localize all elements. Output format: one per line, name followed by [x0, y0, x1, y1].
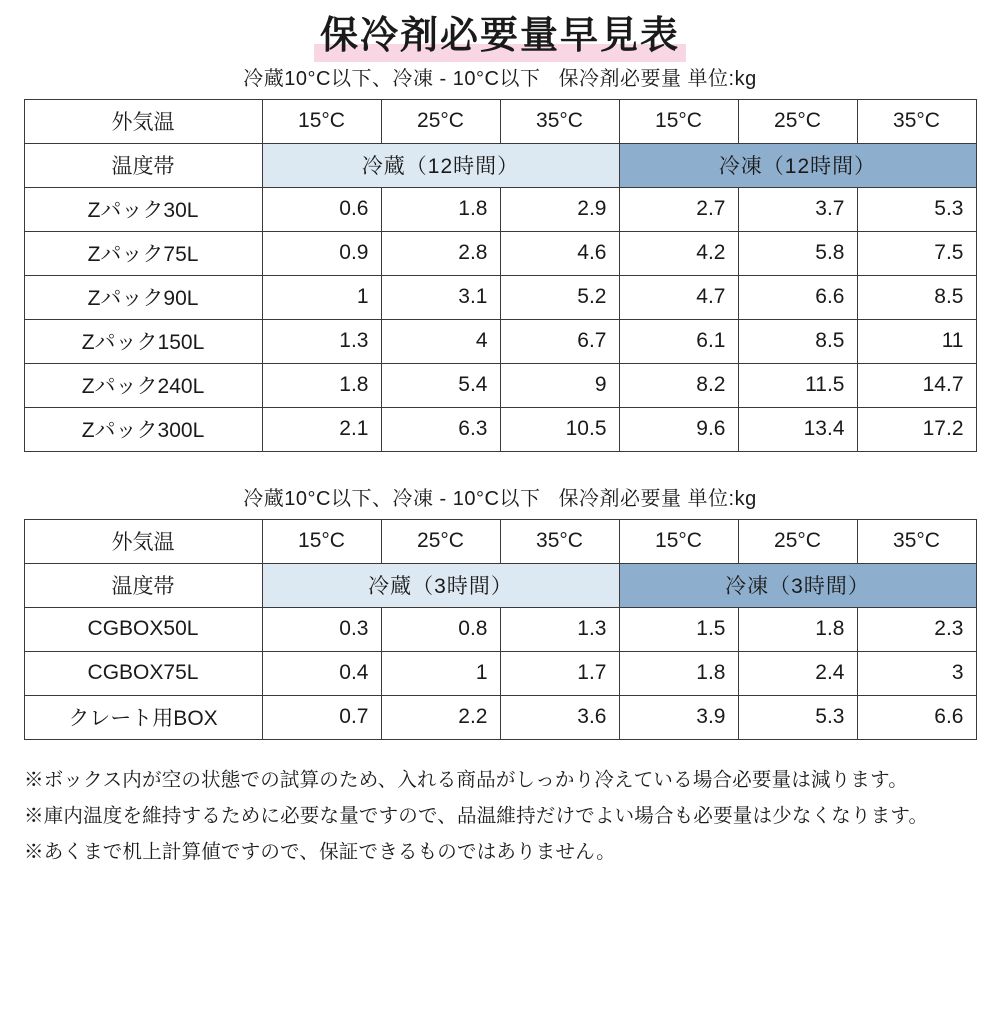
row-value: 0.6 — [262, 187, 381, 231]
footnote: ※あくまで机上計算値ですので、保証できるものではありません。 — [24, 841, 616, 864]
header-temp: 35°C — [857, 519, 976, 563]
table-row — [24, 319, 976, 363]
header-temp: 15°C — [619, 519, 738, 563]
table-band-row — [24, 563, 976, 607]
header-label: 外気温 — [24, 519, 262, 563]
table-band-row — [24, 143, 976, 187]
page-title: 保冷剤必要量早見表 — [314, 14, 686, 62]
table-row — [24, 607, 976, 651]
header-temp: 35°C — [857, 99, 976, 143]
row-value: 8.5 — [738, 319, 857, 363]
row-value: 1.8 — [381, 187, 500, 231]
header-temp: 15°C — [262, 99, 381, 143]
caption-right-1: 保冷剤必要量 単位:kg — [558, 67, 757, 90]
row-value: 0.7 — [262, 695, 381, 739]
band-chill: 冷蔵（12時間） — [262, 143, 619, 187]
row-value: 1.8 — [619, 651, 738, 695]
table-row — [24, 187, 976, 231]
row-value: 2.2 — [381, 695, 500, 739]
row-value: 11.5 — [738, 363, 857, 407]
header-temp: 15°C — [619, 99, 738, 143]
row-value: 2.8 — [381, 231, 500, 275]
row-value: 0.9 — [262, 231, 381, 275]
row-value: 1.3 — [500, 607, 619, 651]
table-row — [24, 363, 976, 407]
table-row — [24, 231, 976, 275]
row-label: Zパック240L — [24, 363, 262, 407]
table-header-row — [24, 519, 976, 563]
row-value: 10.5 — [500, 407, 619, 451]
header-temp: 15°C — [262, 519, 381, 563]
row-label: Zパック300L — [24, 407, 262, 451]
row-value: 6.3 — [381, 407, 500, 451]
coolant-table-12h — [24, 99, 977, 452]
row-value: 9.6 — [619, 407, 738, 451]
row-label: Zパック75L — [24, 231, 262, 275]
band-freeze: 冷凍（12時間） — [619, 143, 976, 187]
caption-right-2: 保冷剤必要量 単位:kg — [558, 487, 757, 510]
row-label: Zパック30L — [24, 187, 262, 231]
table-row — [24, 275, 976, 319]
row-label: CGBOX75L — [24, 651, 262, 695]
row-value: 8.5 — [857, 275, 976, 319]
row-value: 0.3 — [262, 607, 381, 651]
row-value: 1 — [262, 275, 381, 319]
header-label: 外気温 — [24, 99, 262, 143]
coolant-table-3h — [24, 519, 977, 740]
caption-left-2: 冷蔵10°C以下、冷凍 - 10°C以下 — [243, 487, 541, 510]
row-value: 2.4 — [738, 651, 857, 695]
row-value: 5.2 — [500, 275, 619, 319]
row-value: 5.3 — [857, 187, 976, 231]
table-caption-2 — [0, 482, 1000, 511]
document-page — [0, 14, 1000, 1014]
row-value: 1 — [381, 651, 500, 695]
table-header-row — [24, 99, 976, 143]
row-value: 3.6 — [500, 695, 619, 739]
row-value: 2.9 — [500, 187, 619, 231]
row-value: 6.7 — [500, 319, 619, 363]
row-value: 11 — [857, 319, 976, 363]
row-value: 5.3 — [738, 695, 857, 739]
header-temp: 25°C — [738, 519, 857, 563]
row-value: 4.2 — [619, 231, 738, 275]
row-value: 1.5 — [619, 607, 738, 651]
footnote: ※庫内温度を維持するために必要な量ですので、品温維持だけでよい場合も必要量は少なくなります。 — [24, 804, 929, 827]
row-value: 3.1 — [381, 275, 500, 319]
caption-left-1: 冷蔵10°C以下、冷凍 - 10°C以下 — [243, 67, 541, 90]
row-value: 6.6 — [857, 695, 976, 739]
table-caption-1 — [0, 62, 1000, 91]
row-value: 17.2 — [857, 407, 976, 451]
band-label: 温度帯 — [24, 563, 262, 607]
page-title-container — [0, 14, 1000, 62]
row-label: Zパック150L — [24, 319, 262, 363]
footnotes — [24, 766, 976, 867]
row-value: 2.3 — [857, 607, 976, 651]
table-row — [24, 695, 976, 739]
footnote: ※ボックス内が空の状態での試算のため、入れる商品がしっかり冷えている場合必要量は減ります。 — [24, 768, 908, 791]
row-value: 0.4 — [262, 651, 381, 695]
row-value: 6.1 — [619, 319, 738, 363]
row-value: 6.6 — [738, 275, 857, 319]
row-value: 9 — [500, 363, 619, 407]
header-temp: 25°C — [381, 99, 500, 143]
header-temp: 25°C — [738, 99, 857, 143]
band-freeze: 冷凍（3時間） — [619, 563, 976, 607]
row-label: クレート用BOX — [24, 695, 262, 739]
row-value: 7.5 — [857, 231, 976, 275]
header-temp: 35°C — [500, 519, 619, 563]
row-value: 2.1 — [262, 407, 381, 451]
header-temp: 35°C — [500, 99, 619, 143]
row-value: 3.9 — [619, 695, 738, 739]
row-value: 4.6 — [500, 231, 619, 275]
row-value: 1.3 — [262, 319, 381, 363]
row-value: 3 — [857, 651, 976, 695]
header-temp: 25°C — [381, 519, 500, 563]
row-value: 1.8 — [738, 607, 857, 651]
row-value: 4 — [381, 319, 500, 363]
row-value: 3.7 — [738, 187, 857, 231]
row-value: 2.7 — [619, 187, 738, 231]
row-value: 5.8 — [738, 231, 857, 275]
table-row — [24, 407, 976, 451]
row-value: 8.2 — [619, 363, 738, 407]
row-label: CGBOX50L — [24, 607, 262, 651]
row-value: 5.4 — [381, 363, 500, 407]
row-value: 1.8 — [262, 363, 381, 407]
band-chill: 冷蔵（3時間） — [262, 563, 619, 607]
row-value: 1.7 — [500, 651, 619, 695]
row-value: 0.8 — [381, 607, 500, 651]
row-value: 13.4 — [738, 407, 857, 451]
row-value: 14.7 — [857, 363, 976, 407]
row-label: Zパック90L — [24, 275, 262, 319]
row-value: 4.7 — [619, 275, 738, 319]
table-row — [24, 651, 976, 695]
band-label: 温度帯 — [24, 143, 262, 187]
